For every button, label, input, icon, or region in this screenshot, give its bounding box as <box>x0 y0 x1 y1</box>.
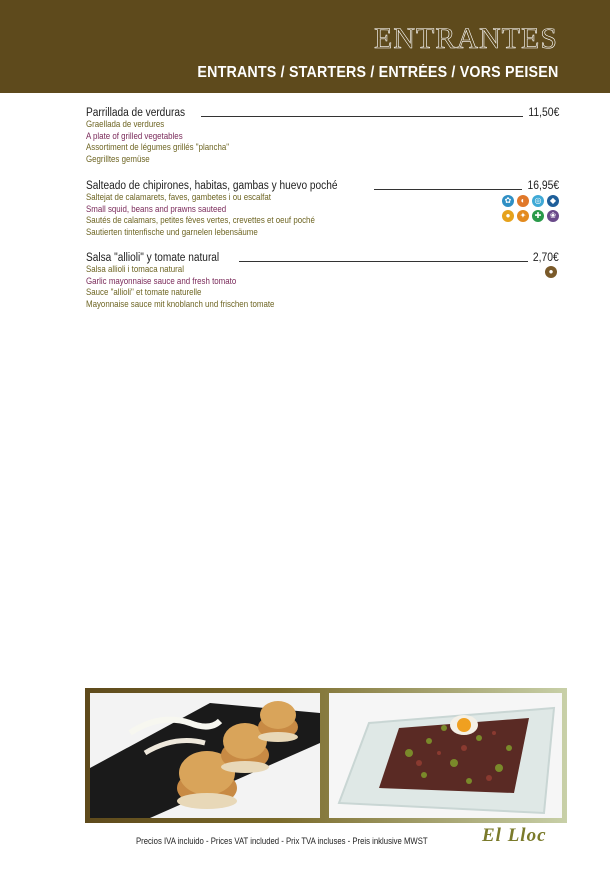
translation-en: A plate of grilled vegetables <box>86 130 183 141</box>
leader-line <box>201 116 523 117</box>
celery-icon: ❀ <box>547 210 559 222</box>
restaurant-logo: El Lloc <box>482 825 547 846</box>
allergen-icons <box>502 195 560 222</box>
menu-item-name: Salteado de chipirones, habitas, gambas y huevo poché <box>86 180 338 192</box>
egg-icon: ● <box>502 210 514 222</box>
translation-de: Mayonnaise sauce mit knoblanch und frischen tomate <box>86 298 275 309</box>
translation-fr: Assortiment de légumes grillés "plancha" <box>86 142 230 153</box>
page-title: ENTRANTES <box>374 22 558 55</box>
translation-ca: Saltejat de calamarets, faves, gambetes i ou escalfat <box>86 192 271 202</box>
menu-item-price: 2,70€ <box>533 252 559 264</box>
translation-ca: Salsa allioli i tomaca natural <box>86 264 184 274</box>
menu-item <box>86 178 559 238</box>
menu-item <box>86 105 559 165</box>
translation-fr: Sauce "allioli" et tomate naturelle <box>86 287 202 298</box>
menu-item <box>86 250 559 310</box>
translation-de: Sautierten tintenfische und garnelen lebensäume <box>86 226 258 237</box>
translation-de: Gegrilltes gemüse <box>86 153 150 164</box>
menu-item-name: Parrillada de verduras <box>86 107 186 119</box>
vat-note: Precios IVA incluido - Prices VAT included - Prix TVA incluses - Preis inklusive MWST <box>136 836 428 846</box>
menu-item-name: Salsa "allioli" y tomate natural <box>86 252 220 264</box>
photo-strip <box>85 688 567 823</box>
mini-burgers-photo <box>90 693 320 818</box>
crustacean-icon: ✿ <box>502 195 514 207</box>
leader-line <box>374 189 522 190</box>
header-banner <box>0 0 610 93</box>
menu-item-price: 16,95€ <box>527 180 559 192</box>
translation-ca: Graellada de verdures <box>86 119 165 129</box>
allergen-icons <box>545 266 603 278</box>
egg-icon: ● <box>545 266 557 278</box>
menu-item-price: 11,50€ <box>528 107 559 119</box>
translation-en: Garlic mayonnaise sauce and fresh tomato <box>86 275 237 286</box>
sulphite-icon: ✚ <box>532 210 544 222</box>
mollusc-icon: ◎ <box>532 195 544 207</box>
page-subtitle: ENTRANTS / STARTERS / ENTRÉES / VORS PEISEN <box>196 64 558 81</box>
translation-en: Small squid, beans and prawns sauteed <box>86 203 227 214</box>
gluten-icon: ✦ <box>517 210 529 222</box>
leader-line <box>239 261 528 262</box>
squid-dish-photo <box>329 693 562 818</box>
shellfish-icon: ◐ <box>517 195 529 207</box>
translation-fr: Sautés de calamars, petites fèves vertes, crevettes et oeuf poché <box>86 215 315 226</box>
fish-icon: ◆ <box>547 195 559 207</box>
